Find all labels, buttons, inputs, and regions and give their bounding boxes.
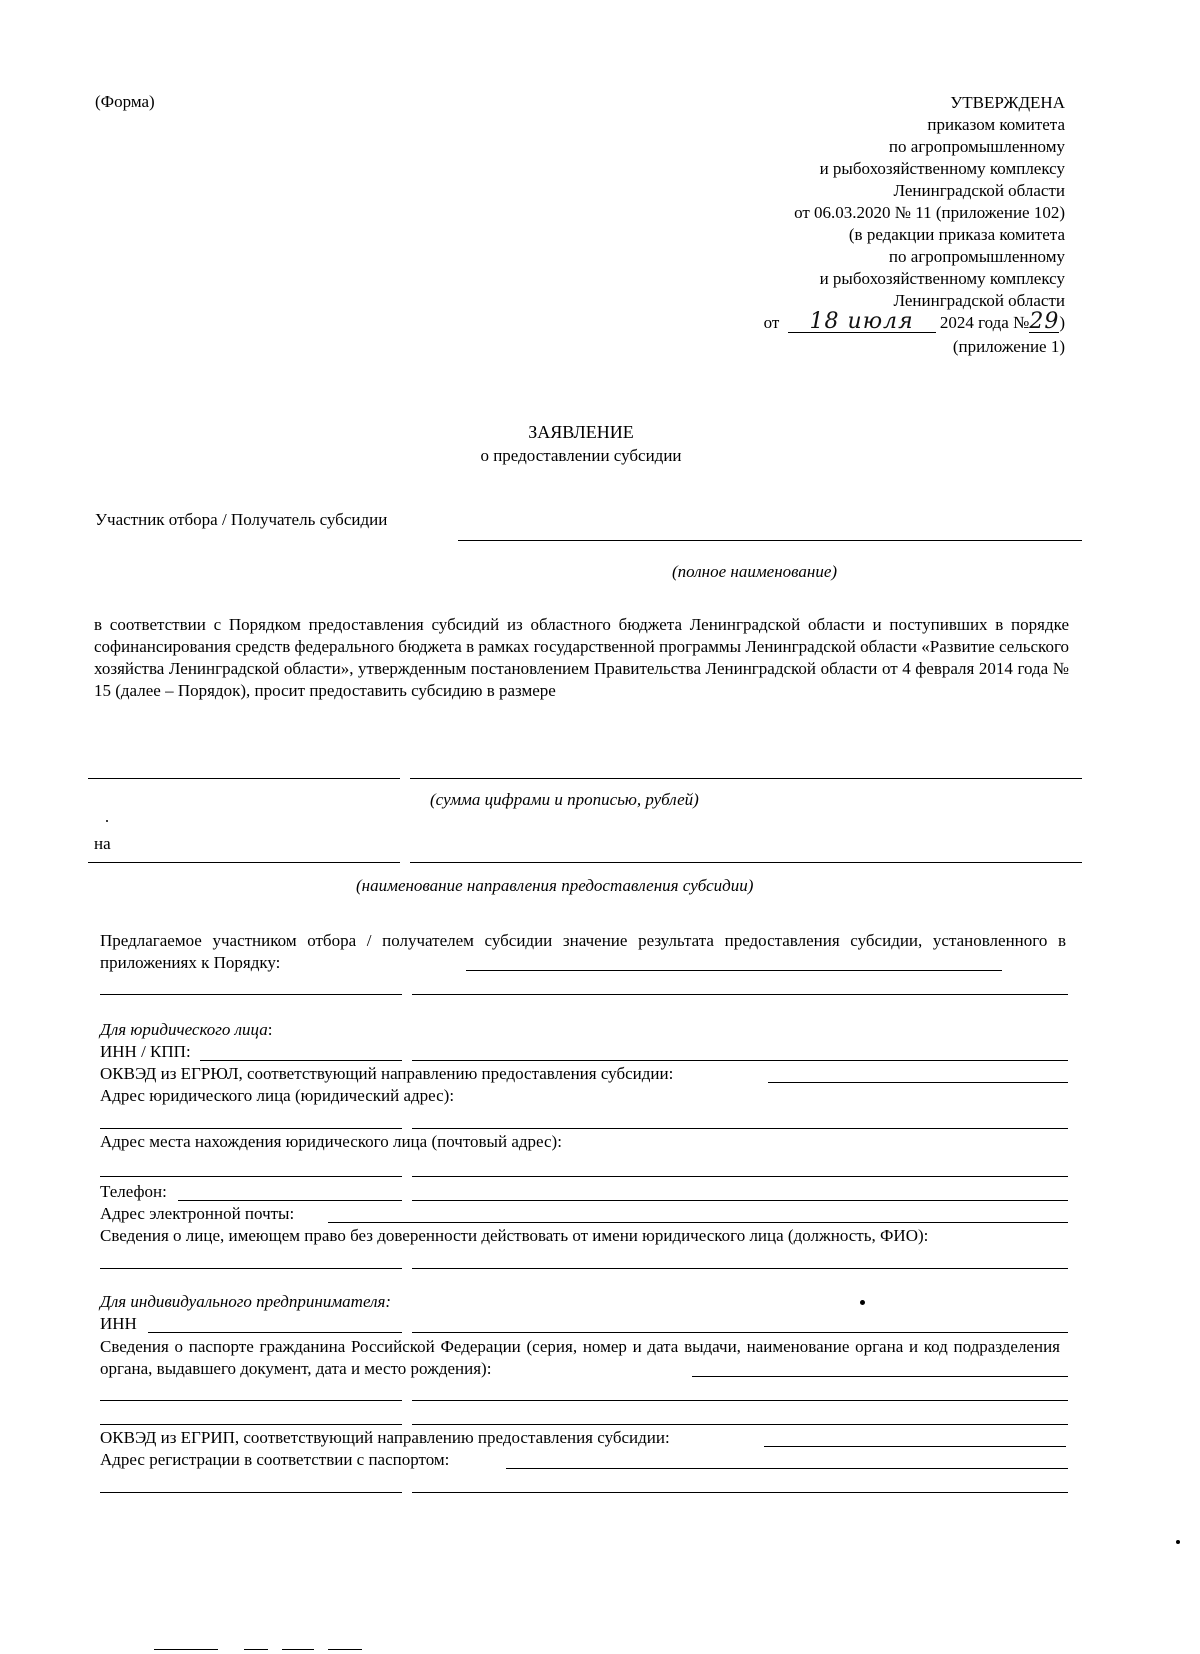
passport-line-3-left[interactable]	[100, 1424, 402, 1425]
approval-line: Ленинградской области	[893, 291, 1065, 310]
handwritten-number: 29	[1029, 309, 1060, 334]
document-title: ЗАЯВЛЕНИЕ	[528, 422, 634, 442]
postal-address-label: Адрес места нахождения юридического лица (почтовый адрес):	[100, 1132, 562, 1151]
approval-date-line	[763, 309, 1065, 336]
number-field	[1029, 309, 1060, 334]
ip-inn-label: ИНН	[100, 1314, 137, 1333]
direction-line-right[interactable]	[410, 862, 1082, 863]
reg-address-line-2-left[interactable]	[100, 1492, 402, 1493]
phone-line-left[interactable]	[178, 1200, 402, 1201]
ip-okved-label: ОКВЭД из ЕГРИП, соответствующий направлению предоставления субсидии:	[100, 1428, 670, 1447]
approval-block	[764, 92, 1065, 358]
approval-line: и рыбохозяйственному комплексу	[819, 269, 1065, 288]
inn-kpp-line-right[interactable]	[412, 1060, 1068, 1061]
amount-line-right[interactable]	[410, 778, 1082, 779]
reg-address-line[interactable]	[506, 1468, 1068, 1469]
bottom-stroke	[154, 1649, 218, 1650]
inn-kpp-label: ИНН / КПП:	[100, 1042, 191, 1061]
passport-line-2-right[interactable]	[412, 1400, 1068, 1401]
legal-address-line-left[interactable]	[100, 1128, 402, 1129]
passport-line-2-left[interactable]	[100, 1400, 402, 1401]
reg-address-line-2-right[interactable]	[412, 1492, 1068, 1493]
approval-line: от 06.03.2020 № 11 (приложение 102)	[794, 203, 1065, 222]
representative-line-left[interactable]	[100, 1268, 402, 1269]
direction-line-left[interactable]	[88, 862, 400, 863]
direction-caption: (наименование направления предоставления субсидии)	[356, 876, 754, 895]
phone-line-right[interactable]	[412, 1200, 1068, 1201]
passport-line-3-right[interactable]	[412, 1424, 1068, 1425]
legal-entity-heading: Для юридического лица:	[100, 1020, 273, 1039]
email-line[interactable]	[328, 1222, 1068, 1223]
result-line-2-right[interactable]	[412, 994, 1068, 995]
okved-label: ОКВЭД из ЕГРЮЛ, соответствующий направлению предоставления субсидии:	[100, 1064, 674, 1083]
bottom-stroke	[244, 1649, 268, 1650]
representative-line-right[interactable]	[412, 1268, 1068, 1269]
on-label: на	[94, 834, 111, 853]
legal-address-label: Адрес юридического лица (юридический адрес):	[100, 1086, 455, 1105]
approval-line: по агропромышленному	[888, 247, 1065, 266]
reg-address-label: Адрес регистрации в соответствии с паспортом:	[100, 1450, 450, 1469]
body-paragraph: в соответствии с Порядком предоставления субсидий из областного бюджета Ленинградской области и поступивших в порядке софинансирования средств федерального бюджета в рамках государственной программы Ленинградской области «Развитие сельского хозяйства Ленинградской области», утвержденным постановлением Правительства Ленинградской области от 4 февраля 2014 года № 15 (далее – Порядок), просит предоставить субсидию в размере	[94, 615, 1069, 700]
speck	[106, 820, 108, 822]
approval-line: приказом комитета	[927, 115, 1065, 134]
postal-address-line-right[interactable]	[412, 1176, 1068, 1177]
applicant-caption: (полное наименование)	[672, 562, 838, 581]
approval-title: УТВЕРЖДЕНА	[950, 93, 1065, 112]
phone-label: Телефон:	[100, 1182, 167, 1201]
date-prefix: от	[763, 313, 780, 332]
approval-line: и рыбохозяйственному комплексу	[819, 159, 1065, 178]
entrepreneur-heading: Для индивидуального предпринимателя:	[100, 1292, 392, 1311]
approval-line: по агропромышленному	[888, 137, 1065, 156]
ip-inn-line-right[interactable]	[412, 1332, 1068, 1333]
ip-okved-line[interactable]	[764, 1446, 1066, 1447]
form-label: (Форма)	[95, 92, 155, 111]
bottom-stroke	[328, 1649, 362, 1650]
handwritten-date: 18 июля	[809, 309, 914, 334]
amount-line-left[interactable]	[88, 778, 400, 779]
result-line-2-left[interactable]	[100, 994, 402, 995]
ip-inn-line-left[interactable]	[148, 1332, 402, 1333]
year-text: 2024 года №	[939, 313, 1030, 332]
bottom-stroke	[282, 1649, 314, 1650]
date-field	[788, 309, 936, 334]
result-line[interactable]	[466, 970, 1002, 971]
email-label: Адрес электронной почты:	[100, 1204, 295, 1223]
passport-line[interactable]	[692, 1376, 1068, 1377]
result-text: Предлагаемое участником отбора / получателем субсидии значение результата предоставления субсидии, установленного в приложениях к Порядку:	[100, 931, 1066, 972]
passport-label: Сведения о паспорте гражданина Российской Федерации (серия, номер и дата выдачи, наименование органа и код подразделения органа, выдавшего документ, дата и место рождения):	[100, 1337, 1060, 1378]
approval-line: Ленинградской области	[893, 181, 1065, 200]
legal-address-line-right[interactable]	[412, 1128, 1068, 1129]
number-suffix: )	[1059, 313, 1065, 332]
inn-kpp-line-left[interactable]	[200, 1060, 402, 1061]
amount-caption: (сумма цифрами и прописью, рублей)	[430, 790, 699, 809]
speck	[860, 1300, 865, 1305]
document-subtitle: о предоставлении субсидии	[480, 446, 682, 465]
approval-line: (в редакции приказа комитета	[848, 225, 1065, 244]
representative-label: Сведения о лице, имеющем право без доверенности действовать от имени юридического лица (должность, ФИО):	[100, 1226, 929, 1245]
postal-address-line-left[interactable]	[100, 1176, 402, 1177]
applicant-name-line[interactable]	[458, 540, 1082, 541]
okved-line[interactable]	[768, 1082, 1068, 1083]
approval-appendix: (приложение 1)	[952, 337, 1065, 356]
speck	[1176, 1540, 1180, 1544]
applicant-label: Участник отбора / Получатель субсидии	[95, 510, 388, 529]
